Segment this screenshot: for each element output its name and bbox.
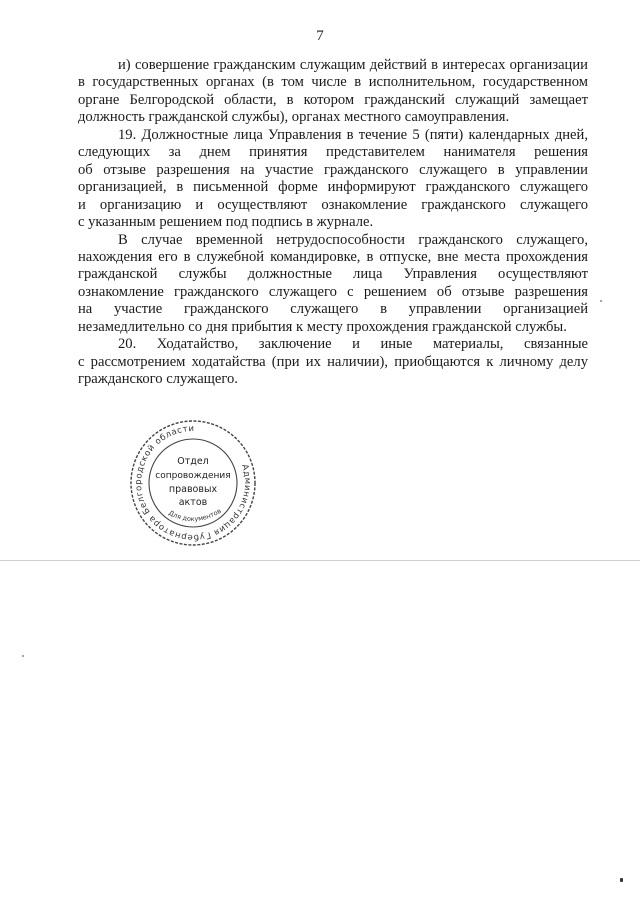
text-line: незамедлительно со дня прибытия к месту прохождения гражданской службы. (78, 318, 567, 335)
text-line: гражданского служащего. (78, 371, 238, 388)
scan-speck (620, 878, 623, 882)
stamp-bottom-text: Для документов (167, 506, 223, 524)
text-line: ознакомление гражданского служащего с решением об отзыве разрешения (78, 283, 588, 300)
text-line: и организацию и осуществляют ознакомление гражданского служащего (78, 196, 588, 213)
text-line: гражданской службы должностные лица Управления осуществляют (78, 266, 588, 283)
text-line: В случае временной нетрудоспособности гражданского служащего, (118, 231, 588, 248)
text-line: с указанным решением под подпись в журнале. (78, 214, 374, 231)
text-line: 19. Должностные лица Управления в течение 5 (пяти) календарных дней, (118, 126, 588, 143)
scan-speck (600, 300, 602, 302)
stamp-center-line: Отдел (177, 456, 209, 467)
document-body (78, 57, 588, 389)
text-line: в государственных органах (в том числе в исполнительном, государственном (78, 74, 588, 91)
scan-speck (22, 655, 24, 657)
official-stamp (128, 418, 258, 548)
stamp-center-line: актов (178, 497, 208, 508)
text-line: должность гражданской службы), органах местного самоуправления. (78, 109, 510, 126)
text-line: нахождения его в служебной командировке, в отпуске, вне места прохождения (78, 248, 588, 265)
text-line: организацией, в письменной форме информируют гражданского служащего (78, 179, 588, 196)
stamp-outer-ring (131, 421, 255, 545)
text-line: об отзыве разрешения на участие гражданского служащего в управлении (78, 161, 588, 178)
stamp-center-line: правовых (168, 484, 218, 495)
text-line: с рассмотрением ходатайства (при их наличии), приобщаются к личному делу (78, 353, 588, 370)
text-line: следующих за днем принятия представителем нанимателя решения (78, 144, 588, 161)
stamp-center-line: сопровождения (155, 471, 231, 481)
text-line: и) совершение гражданским служащим действий в интересах организации (118, 57, 588, 73)
text-line: на участие гражданского служащего в управлении организацией (78, 301, 588, 318)
text-line: 20. Ходатайство, заключение и иные материалы, связанные (118, 336, 588, 353)
page-number: 7 (316, 28, 324, 44)
scan-divider-line (0, 560, 640, 561)
stamp-ring-text: Администрация Губернатора Белгородской области (133, 423, 253, 543)
stamp-inner-ring (149, 439, 237, 527)
text-line: органе Белгородской области, в котором гражданский служащий замещает (78, 91, 588, 108)
